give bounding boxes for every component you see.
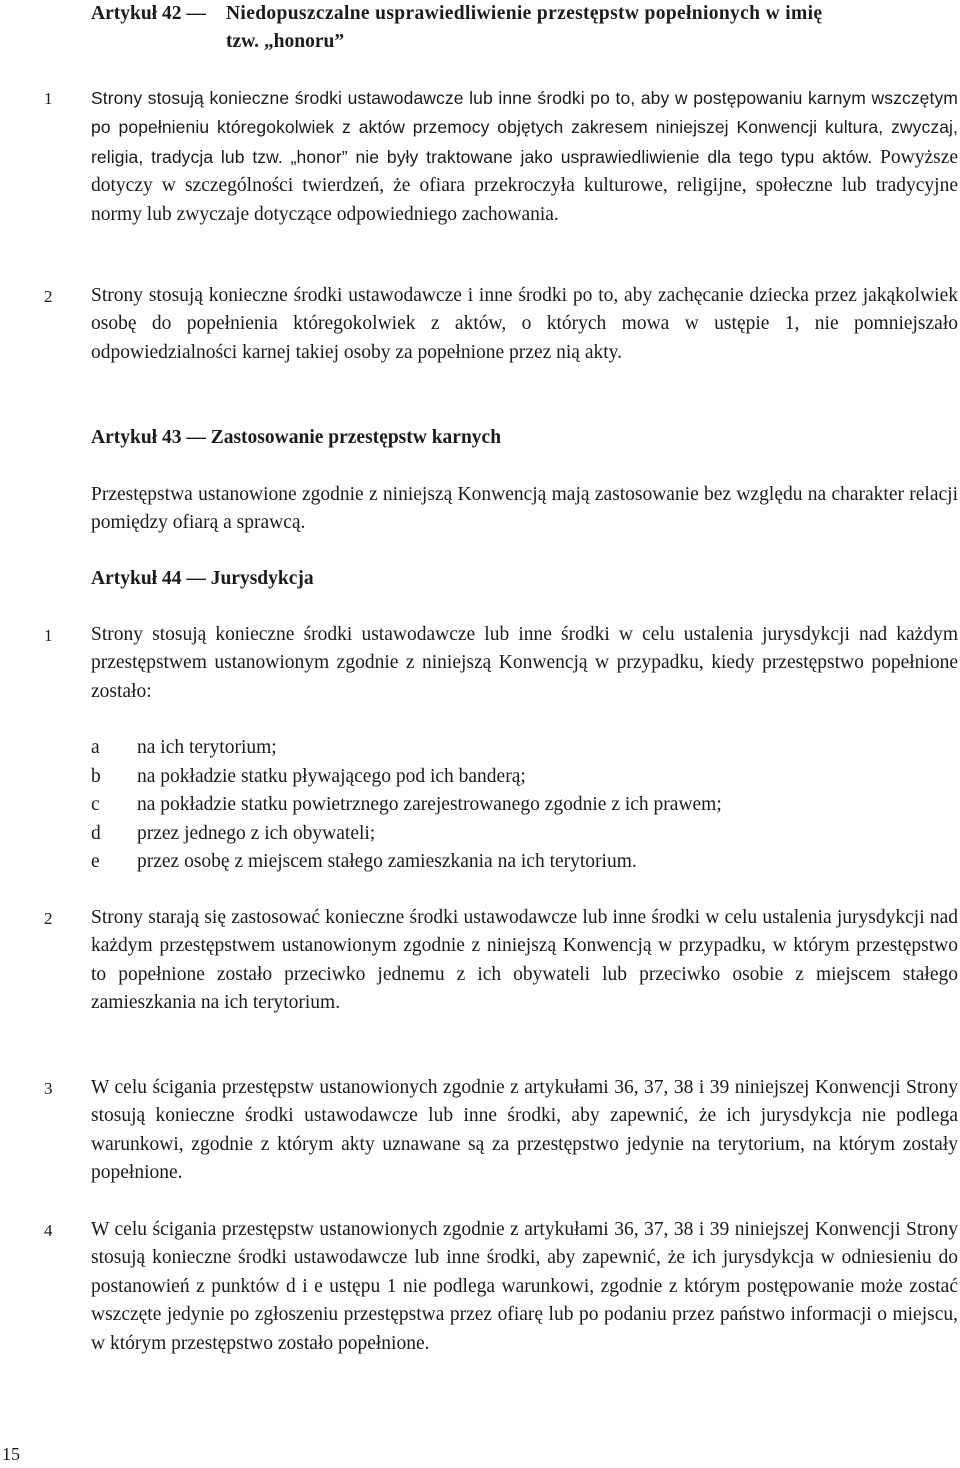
article-42-title-line1: Niedopuszczalne usprawiedliwienie przestępstw popełnionych w imię <box>226 3 823 24</box>
list-item-text: przez osobę z miejscem stałego zamieszkania na ich terytorium. <box>137 851 637 872</box>
article-42-paragraph-1-part-b: Powyższe dotyczy w szczególności twierdzeń, że ofiara przekroczyła kulturowe, religijne, społeczne lub tradycyjne normy lub zwyczaje dotyczące odpowiedniego zachowania. <box>91 146 959 225</box>
paragraph-number: 1 <box>44 626 53 645</box>
article-42-title-line2: tzw. „honoru” <box>226 31 345 52</box>
article-43-heading: Artykuł 43 — Zastosowanie przestępstw karnych <box>91 427 502 448</box>
list-item-text: na ich terytorium; <box>137 737 277 758</box>
list-item <box>91 734 277 762</box>
article-44-paragraph-4: W celu ścigania przestępstw ustanowionych zgodnie z artykułami 36, 37, 38 i 39 niniejszej Konwencji Strony stosują konieczne środki ustawodawcze lub inne środki, aby zapewnić, że ich jurysdykcja w odniesieniu do postanowień z punktów d i e ustępu 1 nie podlega warunkowi, zgodnie z którym postępowanie może zostać wszczęte jedynie po zgłoszeniu przestępstwa przez ofiarę lub po podaniu przez państwo informacji o miejscu, w którym przestępstwo zostało popełnione. <box>91 1219 958 1354</box>
article-42-paragraph-1-part-a: Strony stosują konieczne środki ustawodawcze lub inne środki po to, aby w postępowaniu karnym wszczętym po popełnieniu któregokolwiek z aktów przemocy objętych zakresem niniejszej Konwencji kultura, zwyczaj, religia, tradycja lub tzw. „honor” nie były traktowane jako usprawiedliwienie dla tego typu aktów. <box>91 88 958 167</box>
paragraph-number: 1 <box>44 89 53 108</box>
list-item-text: na pokładzie statku pływającego pod ich banderą; <box>137 766 526 787</box>
article-44-paragraph-2: Strony starają się zastosować konieczne środki ustawodawcze lub inne środki w celu ustalenia jurysdykcji nad każdym przestępstwem ustanowionym zgodnie z niniejszą Konwencją w przypadku, w którym przestępstwo to popełnione zostało przeciwko jednemu z ich obywateli lub przeciwko osobie z miejscem stałego zamieszkania na ich terytorium. <box>91 907 958 1014</box>
list-item <box>91 791 722 819</box>
article-44-paragraph-3: W celu ścigania przestępstw ustanowionych zgodnie z artykułami 36, 37, 38 i 39 niniejszej Konwencji Strony stosują konieczne środki ustawodawcze lub inne środki, aby zapewnić, że ich jurysdykcja nie podlega warunkowi, zgodnie z którym akty uznawane są za przestępstwo jedynie na terytorium, na którym zostały popełnione. <box>91 1077 958 1184</box>
list-item <box>91 820 375 848</box>
paragraph-number: 2 <box>44 909 53 928</box>
list-item-letter: e <box>91 851 100 872</box>
list-item-letter: a <box>91 737 100 758</box>
list-item-text: przez jednego z ich obywateli; <box>137 823 376 844</box>
list-item-letter: c <box>91 794 100 815</box>
article-42-paragraph-2: Strony stosują konieczne środki ustawodawcze i inne środki po to, aby zachęcanie dziecka przez jakąkolwiek osobę do popełnienia któregokolwiek z aktów, o których mowa w ustępie 1, nie pomniejszało odpowiedzialności karnej takiej osoby za popełnione przez nią akty. <box>91 285 958 363</box>
paragraph-number: 3 <box>44 1079 53 1098</box>
article-42-label: Artykuł 42 — <box>91 3 206 24</box>
article-43-paragraph: Przestępstwa ustanowione zgodnie z niniejszą Konwencją mają zastosowanie bez względu na charakter relacji pomiędzy ofiarą a sprawcą. <box>91 484 958 534</box>
list-item-letter: b <box>91 766 101 787</box>
list-item <box>91 763 526 791</box>
list-item <box>91 848 637 876</box>
article-42-paragraph-1 <box>91 84 958 229</box>
article-44-paragraph-1: Strony stosują konieczne środki ustawodawcze lub inne środki w celu ustalenia jurysdykcji nad każdym przestępstwem ustanowionym zgodnie z niniejszą Konwencją w przypadku, kiedy przestępstwo popełnione zostało: <box>91 624 958 702</box>
article-44-heading: Artykuł 44 — Jurysdykcja <box>91 568 314 589</box>
paragraph-number: 2 <box>44 287 53 306</box>
article-42-heading <box>91 0 822 28</box>
page-number: 15 <box>2 1444 20 1464</box>
list-item-text: na pokładzie statku powietrznego zarejestrowanego zgodnie z ich prawem; <box>137 794 722 815</box>
paragraph-number: 4 <box>44 1221 53 1240</box>
list-item-letter: d <box>91 823 101 844</box>
